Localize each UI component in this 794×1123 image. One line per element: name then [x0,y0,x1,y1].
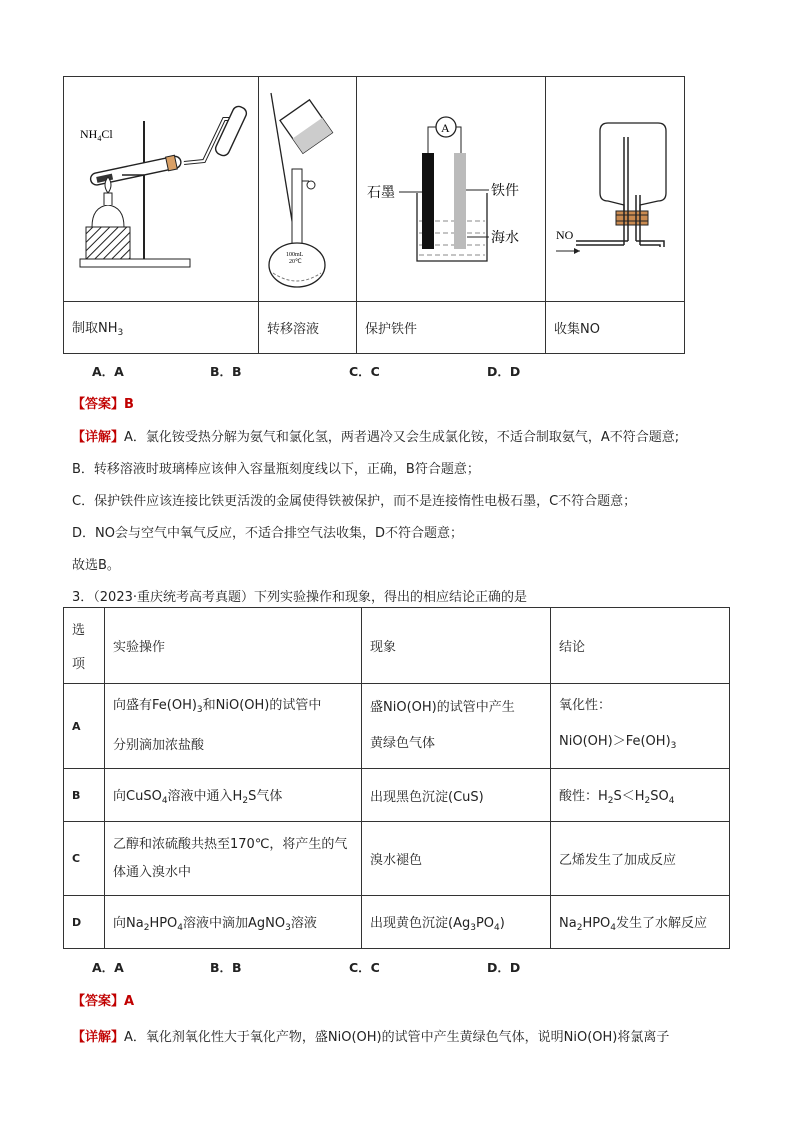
caption-d: 收集NO [546,302,685,354]
row-operation: 向CuSO$_4$溶液中通入$H_2S$气体 [105,769,362,822]
row-conclusion: 酸性：$H_2S<H_2SO_4$ [551,769,730,822]
q2-option-d[interactable]: D．D [487,364,521,379]
q2-detail-4: D．NO会与空气中氧气反应，不适合排空气法收集，D不符合题意； [72,526,463,541]
q2-detail-1 [72,426,679,445]
header-operation: 实验操作 [105,608,362,684]
detail-tag: 【详解】 [72,430,125,445]
row-conclusion: 乙烯发生了加成反应 [551,822,730,896]
caption-a: 制取$NH_3$ [64,302,259,354]
header-phenomenon: 现象 [362,608,551,684]
answer-value: B [124,397,134,412]
protect-iron-figure [357,77,545,297]
nh4cl-label: $NH_4Cl$ [80,127,113,143]
caption-b: 转移溶液 [259,302,357,354]
flask-temp-text: 20℃ [289,259,302,265]
q2-option-c[interactable]: C．C [349,364,380,379]
figure-cell-b [259,77,357,302]
row-key: D [64,896,105,949]
detail-tag: 【详解】 [72,1030,125,1045]
header-option: 选 项 [64,608,105,684]
row-conclusion: 氧化性： $NiO(OH)>Fe(OH)_3$ [551,684,730,769]
flask-volume-text: 100mL [286,252,304,258]
q3-stem: 3．（2023·重庆统考高考真题）下列实验操作和现象，得出的相应结论正确的是 [72,590,527,605]
q2-detail-2: B．转移溶液时玻璃棒应该伸入容量瓶刻度线以下，正确，B符合题意； [72,462,480,477]
table-row [64,822,730,896]
figure-cell-c [357,77,546,302]
q3-option-a[interactable]: A．A [92,960,124,975]
q3-answer [72,990,134,1009]
table-row [64,769,730,822]
collect-no-figure [546,77,684,297]
ammeter-label: A [441,121,450,135]
q2-option-b[interactable]: B．B [210,364,242,379]
row-key: B [64,769,105,822]
row-key: A [64,684,105,769]
no-gas-label: NO [556,228,574,242]
transfer-solution-figure [259,77,356,297]
answer-tag: 【答案】 [72,397,125,412]
row-operation: 向盛有$Fe(OH)_3$和NiO(OH)的试管中 分别滴加浓盐酸 [105,684,362,769]
table-row [64,684,730,769]
row-phenomenon: 溴水褪色 [362,822,551,896]
row-phenomenon: 出现黄色沉淀$(Ag_3PO_4)$ [362,896,551,949]
header-conclusion: 结论 [551,608,730,684]
q3-option-d[interactable]: D．D [487,960,521,975]
q2-answer [72,393,134,412]
row-key: C [64,822,105,896]
row-conclusion: $Na_2HPO_4$发生了水解反应 [551,896,730,949]
row-phenomenon: 盛NiO(OH)的试管中产生 黄绿色气体 [362,684,551,769]
apparatus-table [63,76,685,354]
answer-value: A [124,994,135,1009]
answer-tag: 【答案】 [72,994,125,1009]
q3-option-c[interactable]: C．C [349,960,380,975]
q2-detail-5: 故选B。 [72,558,120,573]
row-phenomenon: 出现黑色沉淀(CuS) [362,769,551,822]
q2-option-a[interactable]: A．A [92,364,124,379]
graphite-label: 石墨 [367,185,395,201]
row-operation: 向$Na_2HPO_4$溶液中滴加AgNO$_3$溶液 [105,896,362,949]
table-row [64,896,730,949]
q3-detail-1 [72,1026,669,1045]
row-operation: 乙醇和浓硫酸共热至170℃，将产生的气 体通入溴水中 [105,822,362,896]
iron-label: 铁件 [491,183,519,199]
seawater-label: 海水 [491,230,519,246]
q3-option-b[interactable]: B．B [210,960,242,975]
figure-cell-a [64,77,259,302]
q3-table [63,607,730,949]
detail-text: A．氯化铵受热分解为氨气和氯化氢，两者遇冷又会生成氯化铵，不适合制取氨气，A不符合题意; [124,430,680,445]
nh3-preparation-figure [64,77,258,297]
caption-c: 保护铁件 [357,302,546,354]
detail-text: A．氧化剂氧化性大于氧化产物，盛NiO(OH)的试管中产生黄绿色气体，说明NiO(OH)将氯离子 [124,1030,670,1045]
figure-cell-d [546,77,685,302]
q2-detail-3: C．保护铁件应该连接比铁更活泼的金属使得铁被保护，而不是连接惰性电极石墨，C不符合题意； [72,494,637,509]
